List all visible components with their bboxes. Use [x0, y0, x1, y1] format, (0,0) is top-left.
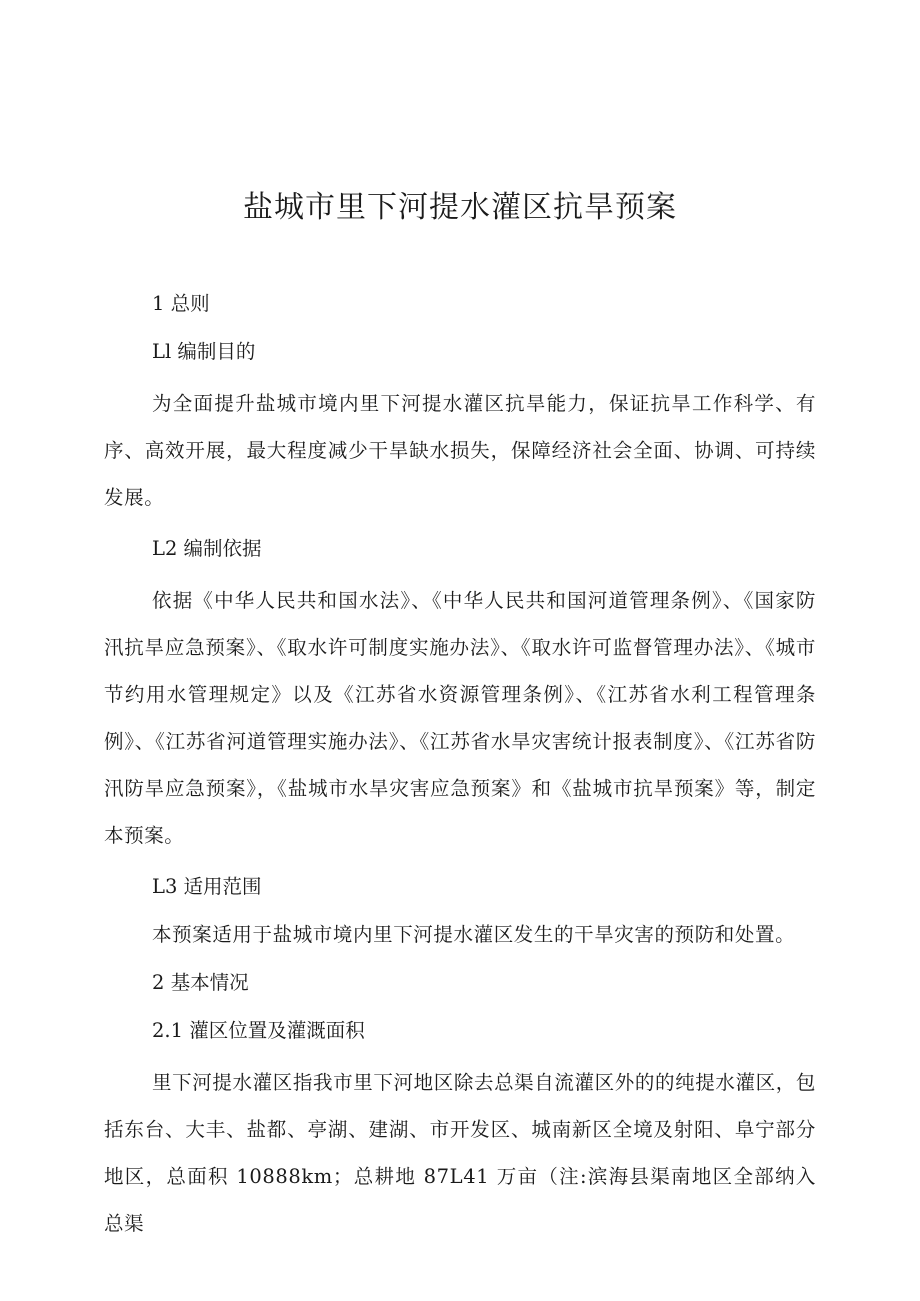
section-heading-basis: L2 编制依据	[152, 537, 262, 560]
paragraph-scope: 本预案适用于盐城市境内里下河提水灌区发生的干旱灾害的预防和处置。	[152, 923, 796, 946]
paragraph-purpose: 为全面提升盐城市境内里下河提水灌区抗旱能力，保证抗旱工作科学、有序、高效开展，最大程度减少干旱缺水损失，保障经济社会全面、协调、可持续发展。	[104, 392, 816, 509]
section-heading-general: 1 总则	[152, 292, 210, 315]
document-body	[104, 284, 816, 1255]
section-heading-purpose: Ll 编制目的	[152, 340, 256, 363]
section-heading-scope: L3 适用范围	[152, 875, 262, 898]
paragraph-basis: 依据《中华人民共和国水法》、《中华人民共和国河道管理条例》、《国家防汛抗旱应急预案》、《取水许可制度实施办法》、《取水许可监督管理办法》、《城市节约用水管理规定》以及《江苏省水资源管理条例》、《江苏省水利工程管理条例》、《江苏省河道管理实施办法》、《江苏省水旱灾害统计报表制度》、《江苏省防汛防旱应急预案》，《盐城市水旱灾害应急预案》和《盐城市抗旱预案》等，制定本预案。	[104, 589, 816, 847]
paragraph-irrigation-area: 里下河提水灌区指我市里下河地区除去总渠自流灌区外的的纯提水灌区，包括东台、大丰、盐都、亭湖、建湖、市开发区、城南新区全境及射阳、阜宁部分地区，总面积 10888km；总耕地 87L41 万亩（注:滨海县渠南地区全部纳入总渠	[104, 1071, 816, 1235]
section-heading-irrigation-area: 2.1 灌区位置及灌溉面积	[152, 1019, 365, 1042]
section-heading-basic-info: 2 基本情况	[152, 971, 249, 994]
document-title: 盐城市里下河提水灌区抗旱预案	[243, 190, 677, 225]
